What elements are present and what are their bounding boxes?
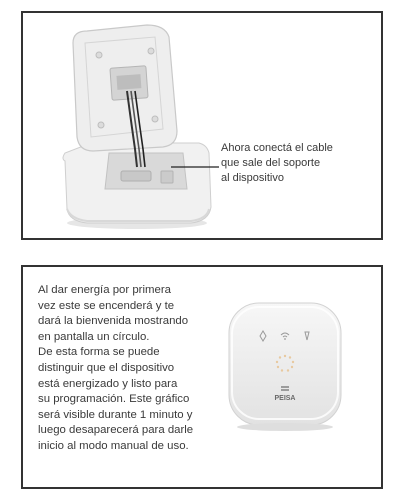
body-line: será visible durante 1 minuto y <box>38 408 193 421</box>
wall-mount-device-illustration <box>51 21 223 235</box>
body-line: Al dar energía por primera <box>38 284 171 296</box>
thermostat-device-illustration <box>223 299 347 435</box>
caption-line: al dispositivo <box>221 172 284 184</box>
body-line: luego desaparecerá para darle <box>38 424 194 437</box>
connect-cable-caption <box>221 141 333 186</box>
body-line: en pantalla un círculo. <box>38 330 150 343</box>
device-brand-label: PEISA <box>274 395 296 402</box>
top-instruction-panel <box>21 11 383 240</box>
body-line: dará la bienvenida mostrando <box>38 315 189 328</box>
bottom-instruction-panel <box>21 265 383 489</box>
caption-line: Ahora conectá el cable <box>221 142 333 154</box>
caption-line: que sale del soporte <box>221 157 321 169</box>
body-line: inicio al modo manual de uso. <box>38 439 189 452</box>
body-line: distinguir que el dispositivo <box>38 361 175 374</box>
body-line: su programación. Este gráfico <box>38 393 190 406</box>
body-line: está energizado y listo para <box>38 377 178 390</box>
body-line: vez este se encenderá y te <box>38 299 175 312</box>
power-on-description <box>38 283 218 455</box>
body-line: De esta forma se puede <box>38 346 160 359</box>
